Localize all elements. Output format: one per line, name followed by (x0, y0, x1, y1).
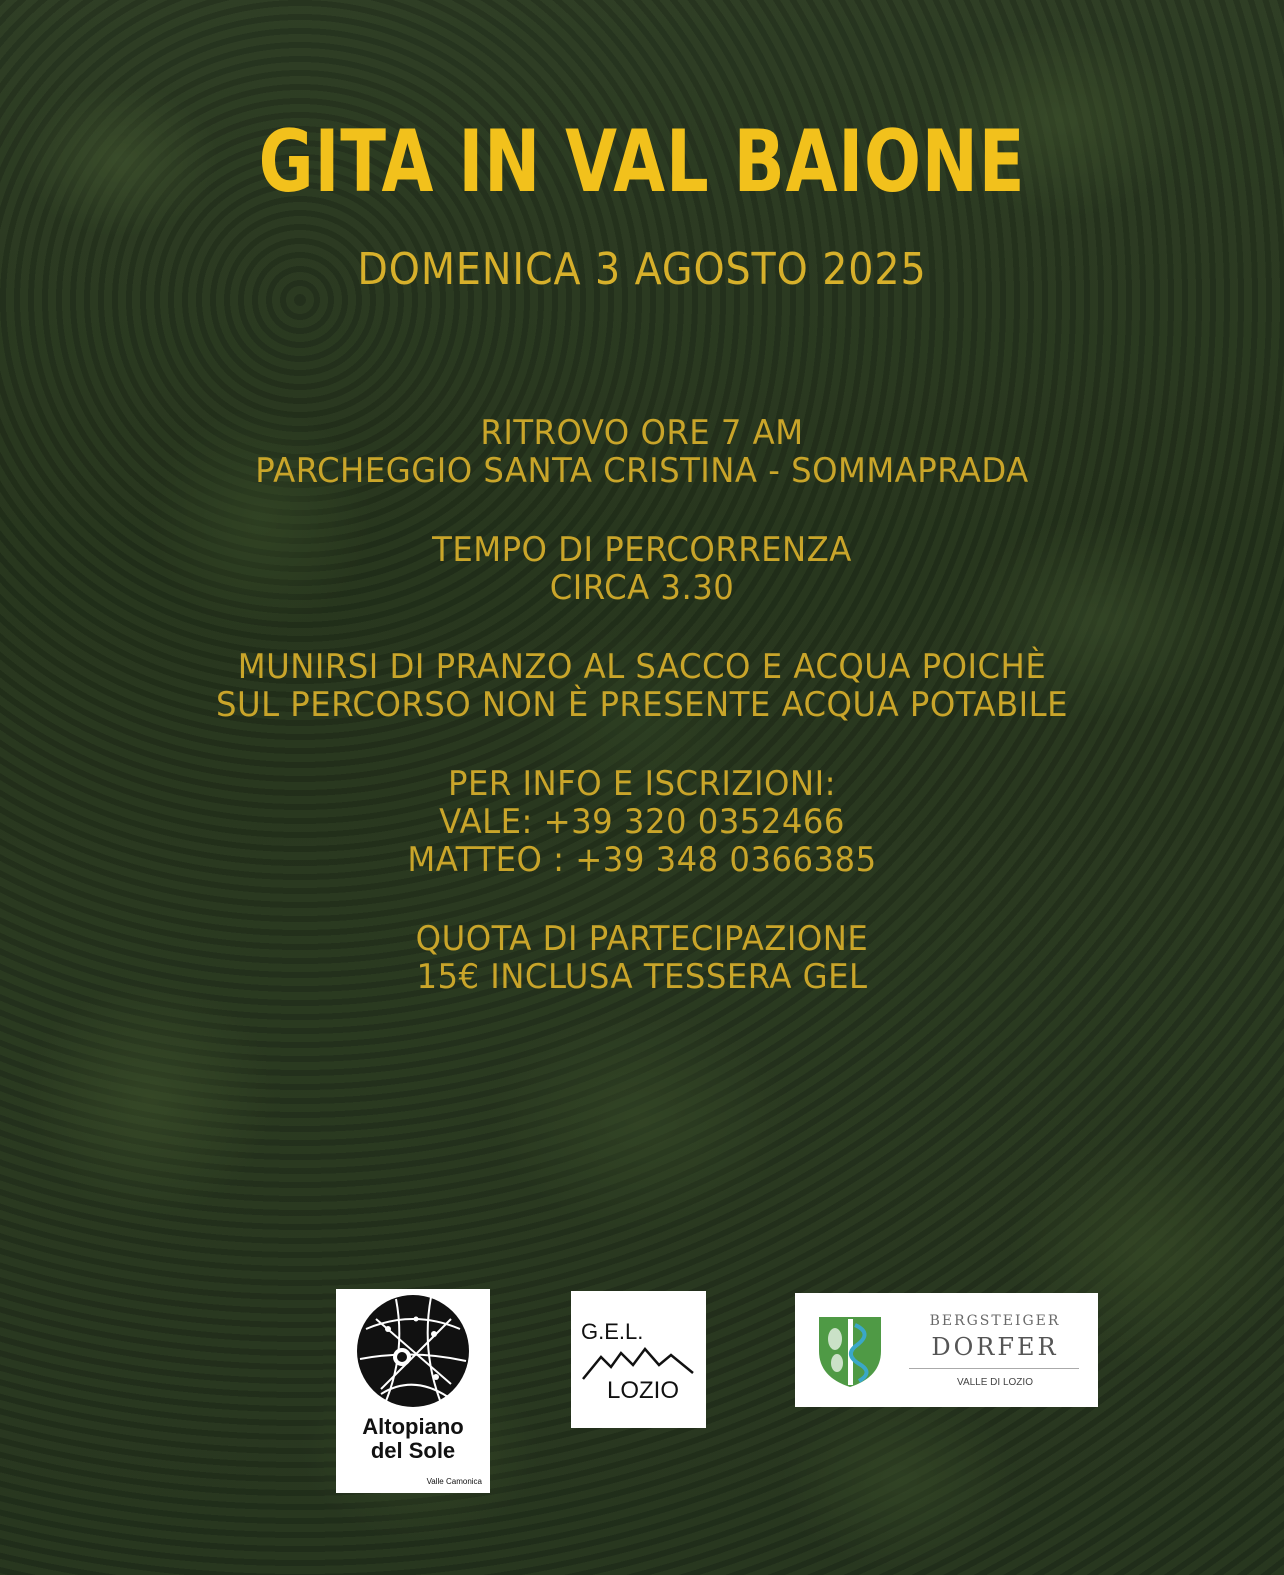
duration-info (32, 531, 1252, 607)
lunch-notice (32, 648, 1252, 724)
altopiano-del-sole-logo (336, 1289, 490, 1493)
contacts-info (32, 765, 1252, 879)
berg-logo-main: DORFER (931, 1333, 1059, 1361)
sole-logo-name: Altopiano del Sole (362, 1414, 464, 1463)
notice-line-2: SUL PERCORSO NON È PRESENTE ACQUA POTABILE (215, 685, 1069, 725)
gel-logo-top: G.E.L. (581, 1319, 644, 1344)
meeting-info (32, 414, 1252, 490)
fee-label: QUOTA DI PARTECIPAZIONE (415, 919, 869, 959)
shield-icon (815, 1311, 885, 1389)
duration-label: TEMPO DI PERCORRENZA (432, 530, 852, 570)
berg-logo-top: BERGSTEIGER (929, 1313, 1061, 1329)
meeting-place: PARCHEGGIO SANTA CRISTINA - SOMMAPRADA (255, 451, 1029, 491)
fee-value: 15€ INCLUSA TESSERA GEL (416, 957, 868, 997)
duration-value: CIRCA 3.30 (549, 568, 735, 608)
event-title: GITA IN VAL BAIONE (258, 112, 1026, 212)
contacts-heading: PER INFO E ISCRIZIONI: (448, 764, 836, 804)
fee-info (32, 920, 1252, 996)
sole-logo-subtitle: Valle Camonica (426, 1477, 482, 1486)
berg-logo-subtitle: VALLE DI LOZIO (957, 1377, 1033, 1388)
contact-matteo: MATTEO : +39 348 0366385 (407, 840, 877, 880)
bergsteiger-dorfer-logo (795, 1293, 1098, 1407)
gel-lozio-logo (571, 1291, 706, 1428)
notice-line-1: MUNIRSI DI PRANZO AL SACCO E ACQUA POICHÈ (237, 647, 1047, 687)
berg-logo-divider (909, 1368, 1079, 1369)
gel-logo-bottom: LOZIO (607, 1377, 680, 1404)
meeting-time: RITROVO ORE 7 AM (480, 413, 804, 453)
contact-vale: VALE: +39 320 0352466 (439, 802, 845, 842)
globe-icon (336, 1289, 490, 1419)
event-date: DOMENICA 3 AGOSTO 2025 (357, 244, 927, 295)
